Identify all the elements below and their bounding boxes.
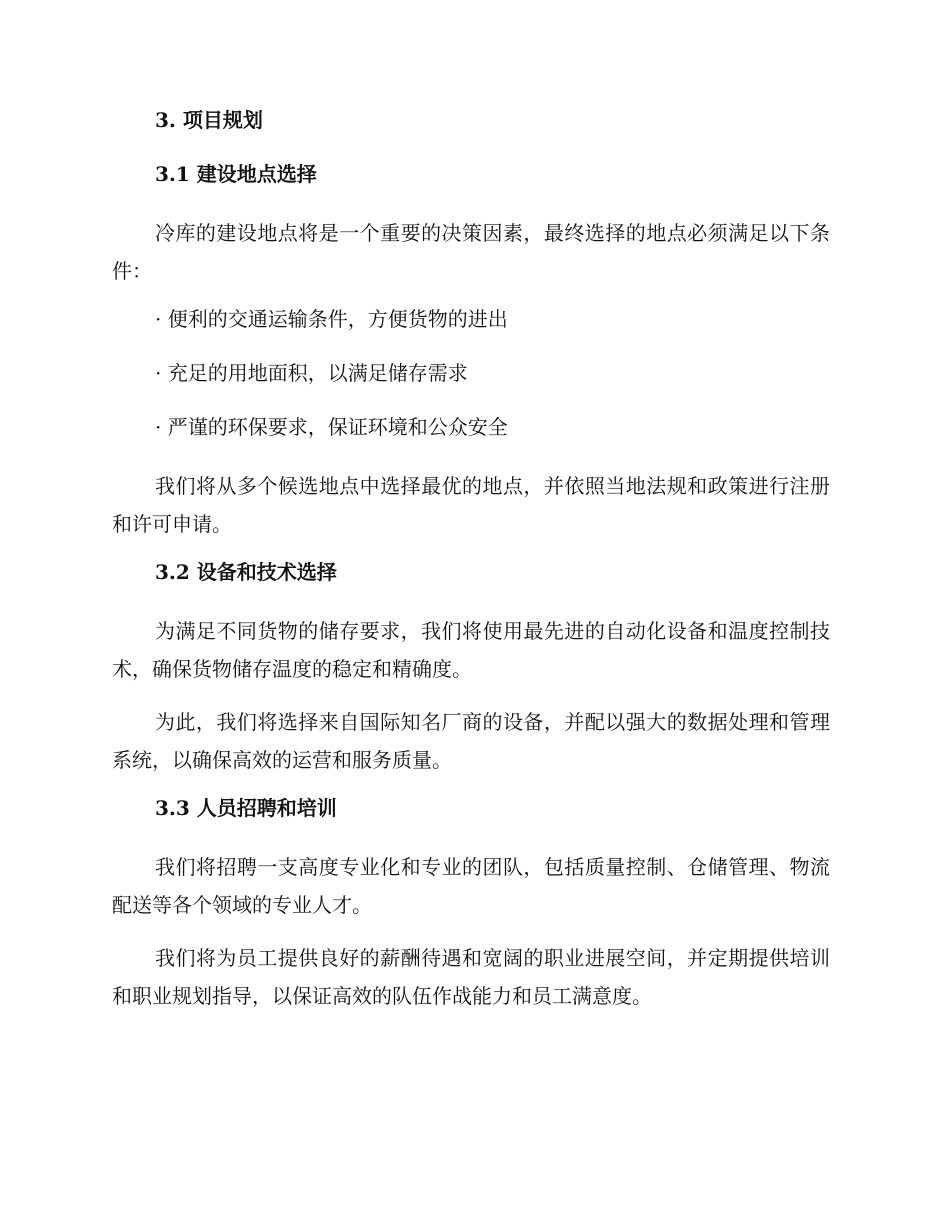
paragraph-staff-1: 我们将招聘一支高度专业化和专业的团队，包括质量控制、仓储管理、物流配送等各个领域的专业人才。 [112, 855, 830, 917]
subsection-heading-3-2: 3.2 设备和技术选择 [155, 560, 337, 584]
section-title: 3. 项目规划 [155, 108, 263, 132]
subsection-heading-3-1: 3.1 建设地点选择 [155, 162, 317, 186]
bullet-environment: · 严谨的环保要求，保证环境和公众安全 [155, 415, 508, 439]
bullet-land-area: · 充足的用地面积，以满足储存需求 [155, 361, 468, 385]
paragraph-equipment-2: 为此，我们将选择来自国际知名厂商的设备，并配以强大的数据处理和管理系统，以确保高效的运营和服务质量。 [112, 710, 830, 772]
paragraph-site-outro: 我们将从多个候选地点中选择最优的地点，并依照当地法规和政策进行注册和许可申请。 [112, 474, 830, 536]
paragraph-site-intro: 冷库的建设地点将是一个重要的决策因素，最终选择的地点必须满足以下条件： [112, 221, 830, 283]
bullet-transport: · 便利的交通运输条件，方便货物的进出 [155, 307, 508, 331]
paragraph-staff-2: 我们将为员工提供良好的薪酬待遇和宽阔的职业进展空间，并定期提供培训和职业规划指导，以保证高效的队伍作战能力和员工满意度。 [112, 946, 830, 1008]
subsection-heading-3-3: 3.3 人员招聘和培训 [155, 796, 337, 820]
paragraph-equipment-1: 为满足不同货物的储存要求，我们将使用最先进的自动化设备和温度控制技术，确保货物储存温度的稳定和精确度。 [112, 619, 830, 681]
